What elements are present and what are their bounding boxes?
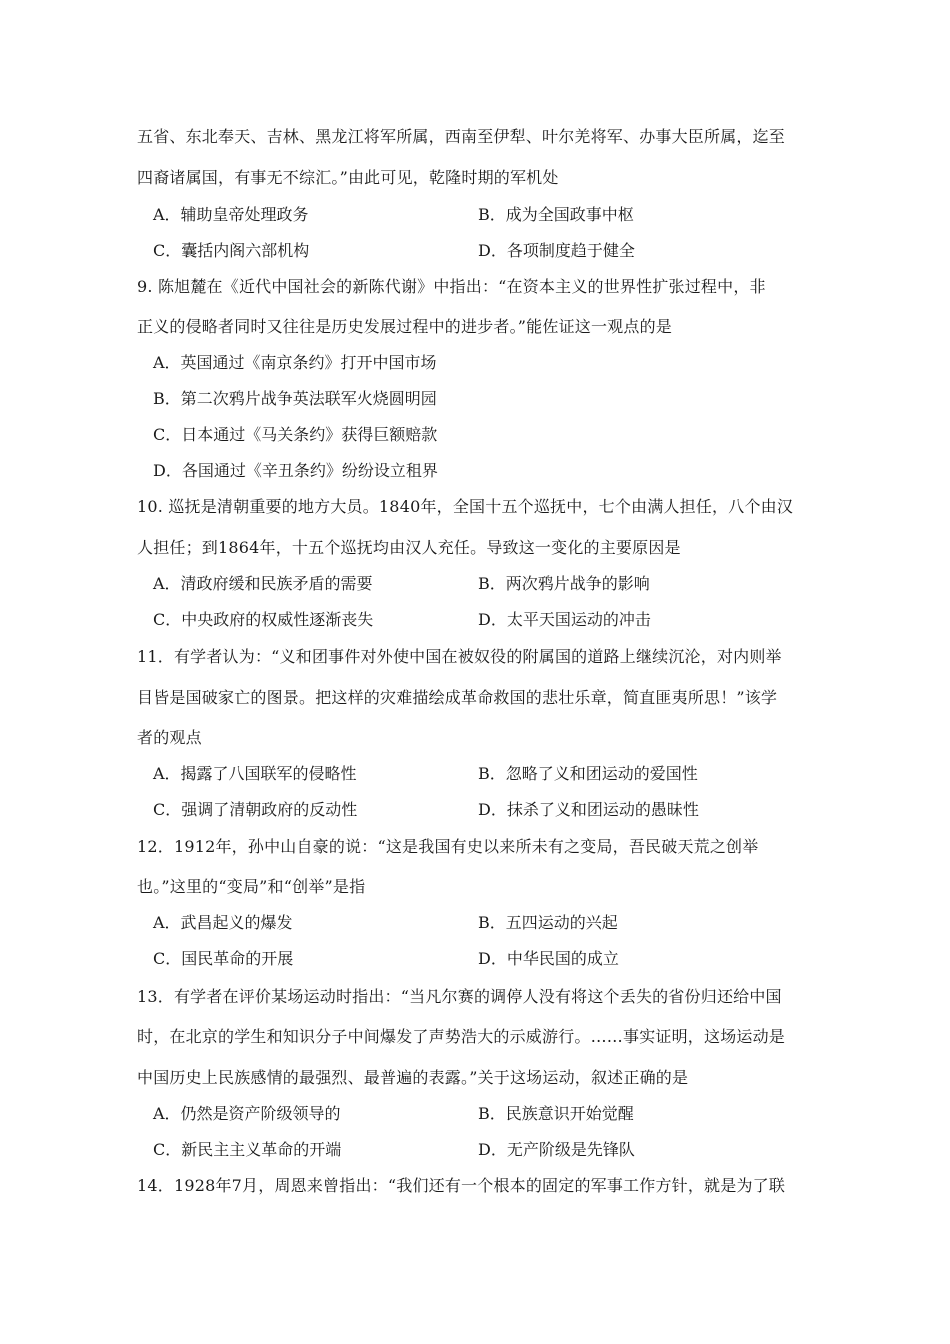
q8-option-a: A．辅助皇帝处理政务 [153,205,309,224]
q9-option-d: D．各国通过《辛丑条约》纷纷设立租界 [153,461,438,480]
q11-option-c: C．强调了清朝政府的反动性 [153,800,358,819]
q11-stem-line-2: 目皆是国破家亡的图景。把这样的灾难描绘成革命救国的悲壮乐章，简直匪夷所思！”该学 [137,688,778,707]
q8-option-c: C．囊括内阁六部机构 [153,241,310,260]
q11-option-d: D．抹杀了义和团运动的愚昧性 [478,800,699,819]
q9-stem-line-2: 正义的侵略者同时又往往是历史发展过程中的进步者。”能佐证这一观点的是 [137,317,672,336]
q11-stem-line-3: 者的观点 [137,728,202,747]
q11-option-b: B．忽略了义和团运动的爱国性 [478,764,698,783]
q13-option-b: B．民族意识开始觉醒 [478,1104,634,1123]
q8-text-line-1: 五省、东北奉天、吉林、黑龙江将军所属，西南至伊犁、叶尔羌将军、办事大臣所属，迄至 [137,127,786,146]
q13-option-c: C．新民主主义革命的开端 [153,1140,342,1159]
q13-stem-line-2: 时，在北京的学生和知识分子中间爆发了声势浩大的示威游行。……事实证明，这场运动是 [137,1027,786,1046]
q12-stem-line-1: 12．1912年，孙中山自豪的说：“这是我国有史以来所未有之变局，吾民破天荒之创举 [137,837,759,856]
q10-option-c: C．中央政府的权威性逐渐丧失 [153,610,374,629]
q13-stem-line-3: 中国历史上民族感情的最强烈、最普遍的表露。”关于这场运动，叙述正确的是 [137,1068,689,1087]
q10-option-a: A．清政府缓和民族矛盾的需要 [153,574,373,593]
q14-stem-line-1: 14．1928年7月，周恩来曾指出：“我们还有一个根本的固定的军事工作方针，就是为了联 [137,1176,786,1195]
q10-stem-line-1: 10. 巡抚是清朝重要的地方大员。1840年，全国十五个巡抚中，七个由满人担任，八个由汉 [137,497,794,516]
q12-option-d: D．中华民国的成立 [478,949,619,968]
q10-option-d: D．太平天国运动的冲击 [478,610,651,629]
q8-option-d: D．各项制度趋于健全 [478,241,635,260]
q9-option-b: B．第二次鸦片战争英法联军火烧圆明园 [153,389,437,408]
q9-stem-line-1: 9. 陈旭麓在《近代中国社会的新陈代谢》中指出：“在资本主义的世界性扩张过程中，非 [137,277,766,296]
q11-option-a: A．揭露了八国联军的侵略性 [153,764,357,783]
q8-text-line-2: 四裔诸属国，有事无不综汇。”由此可见，乾隆时期的军机处 [137,168,559,187]
q13-option-a: A．仍然是资产阶级领导的 [153,1104,341,1123]
q9-option-a: A．英国通过《南京条约》打开中国市场 [153,353,437,372]
q11-stem-line-1: 11．有学者认为：“义和团事件对外使中国在被奴役的附属国的道路上继续沉沦，对内则举 [137,647,782,666]
q10-stem-line-2: 人担任；到1864年，十五个巡抚均由汉人充任。导致这一变化的主要原因是 [137,538,681,557]
q13-stem-line-1: 13．有学者在评价某场运动时指出：“当凡尔赛的调停人没有将这个丢失的省份归还给中国 [137,987,782,1006]
q10-option-b: B．两次鸦片战争的影响 [478,574,650,593]
q12-option-b: B．五四运动的兴起 [478,913,618,932]
q12-option-a: A．武昌起义的爆发 [153,913,293,932]
q8-option-b: B．成为全国政事中枢 [478,205,634,224]
q12-option-c: C．国民革命的开展 [153,949,294,968]
q13-option-d: D．无产阶级是先锋队 [478,1140,635,1159]
q12-stem-line-2: 也。”这里的“变局”和“创举”是指 [137,877,366,896]
q9-option-c: C．日本通过《马关条约》获得巨额赔款 [153,425,438,444]
